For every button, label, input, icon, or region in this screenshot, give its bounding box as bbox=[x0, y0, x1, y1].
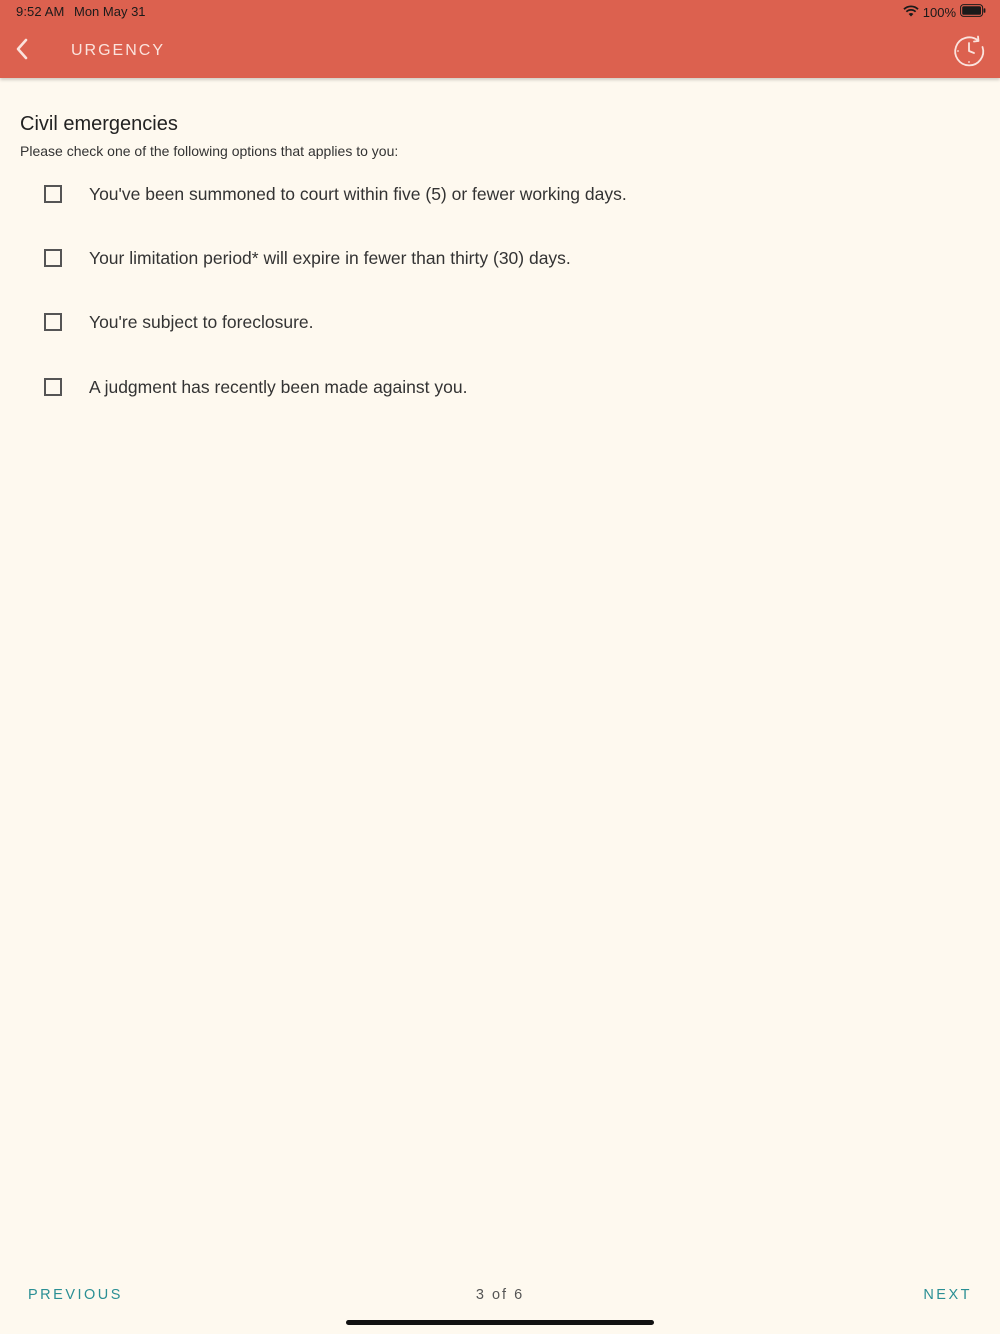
option-label: Your limitation period* will expire in fewer than thirty (30) days. bbox=[89, 247, 571, 268]
app-header bbox=[0, 0, 1000, 78]
back-button[interactable] bbox=[10, 36, 34, 66]
option-foreclosure[interactable] bbox=[44, 307, 744, 337]
option-summoned-to-court[interactable] bbox=[44, 179, 744, 209]
next-button[interactable]: NEXT bbox=[923, 1287, 972, 1303]
option-limitation-period[interactable] bbox=[44, 243, 744, 273]
battery-icon bbox=[960, 4, 986, 20]
checkbox[interactable] bbox=[44, 249, 62, 267]
status-date: Mon May 31 bbox=[74, 4, 146, 19]
wifi-icon bbox=[903, 5, 919, 20]
option-judgment[interactable] bbox=[44, 372, 744, 402]
option-label: You're subject to foreclosure. bbox=[89, 311, 314, 332]
option-label: A judgment has recently been made against you. bbox=[89, 376, 468, 397]
section-title: Civil emergencies bbox=[20, 113, 178, 135]
checkbox[interactable] bbox=[44, 185, 62, 203]
section-subtitle: Please check one of the following options that applies to you: bbox=[20, 143, 399, 159]
checkbox[interactable] bbox=[44, 378, 62, 396]
previous-button[interactable]: PREVIOUS bbox=[28, 1287, 123, 1303]
status-right bbox=[903, 3, 986, 21]
page-title: URGENCY bbox=[71, 42, 166, 59]
status-time: 9:52 AM bbox=[16, 4, 65, 19]
home-indicator[interactable] bbox=[346, 1320, 654, 1325]
battery-percent: 100% bbox=[922, 4, 956, 20]
page-indicator: 3 of 6 bbox=[475, 1287, 525, 1303]
option-label: You've been summoned to court within five (5) or fewer working days. bbox=[89, 183, 627, 204]
checkbox[interactable] bbox=[44, 313, 62, 331]
timer-button[interactable] bbox=[952, 34, 986, 68]
timer-icon bbox=[952, 55, 986, 72]
chevron-left-icon bbox=[15, 38, 29, 65]
